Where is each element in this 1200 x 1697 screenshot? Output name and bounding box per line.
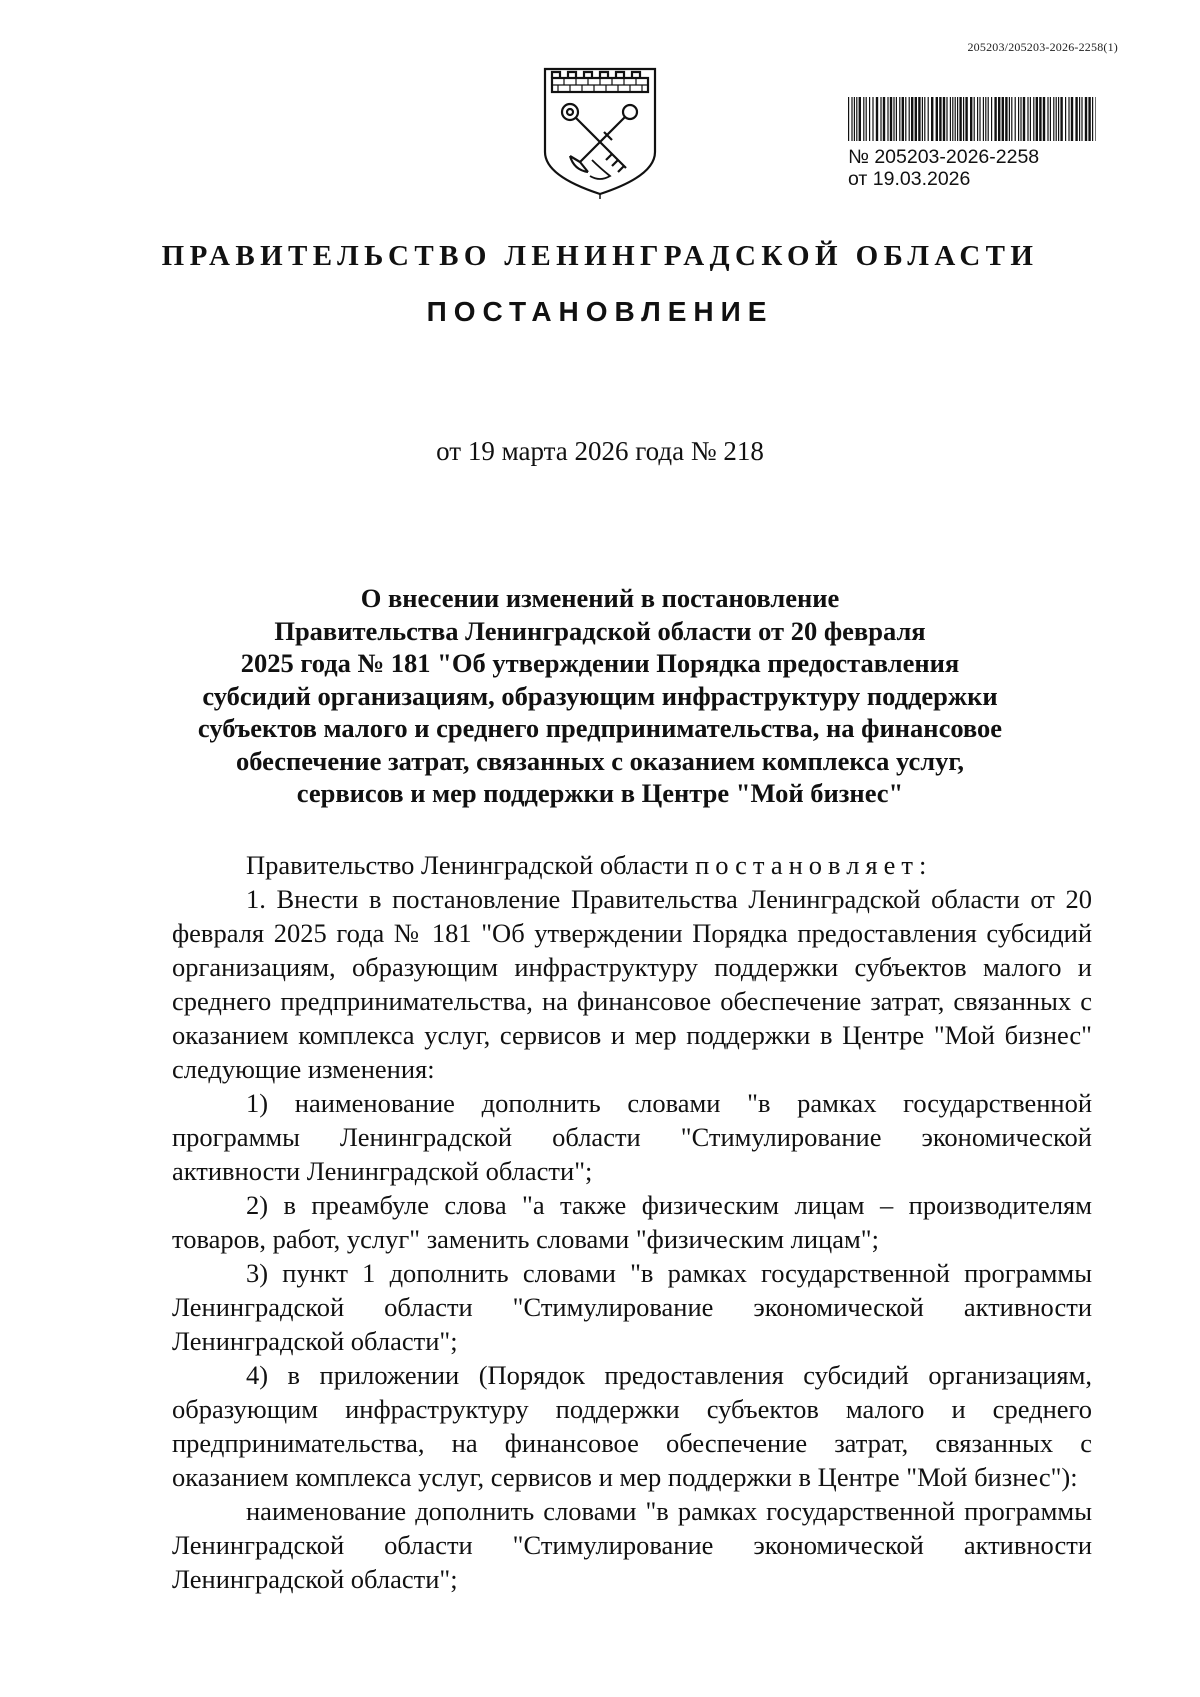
registration-date: от 19.03.2026 <box>848 168 971 190</box>
document-code: 205203/205203-2026-2258(1) <box>967 40 1118 54</box>
barcode-bar <box>859 97 861 141</box>
body-paragraph: 3) пункт 1 дополнить словами "в рамках государственной программы Ленинградской области "Стимулирование экономической активности Ленинградской области"; <box>172 1258 1092 1356</box>
barcode-bar <box>883 97 885 141</box>
barcode-bar <box>890 97 892 141</box>
barcode-bar <box>1071 97 1073 141</box>
barcode-bar <box>1027 97 1028 141</box>
barcode-bar <box>1095 97 1096 141</box>
heading-line: сервисов и мер поддержки в Центре "Мой бизнес" <box>296 778 904 808</box>
barcode <box>848 97 1096 141</box>
barcode-bar <box>905 97 906 141</box>
barcode-bar <box>851 97 852 141</box>
heading-line: Правительства Ленинградской области от 20 февраля <box>274 615 926 646</box>
barcode-bar <box>959 97 961 141</box>
body-paragraph: 4) в приложении (Порядок предоставления субсидий организациям, образующим инфраструктуру поддержки субъектов малого и среднего предпринимательства, на финансовое обеспечение затрат, связанных с оказанием комплекса услуг, сервисов и мер поддержки в Центре "Мой бизнес"): <box>172 1360 1092 1492</box>
barcode-bar <box>994 97 996 141</box>
preamble-subject: Правительство Ленинградской области <box>246 850 689 880</box>
barcode-bar <box>1088 97 1090 141</box>
decree-body <box>172 848 1092 1596</box>
barcode-bar <box>998 97 1000 141</box>
barcode-bar <box>896 97 897 141</box>
barcode-bar <box>1020 97 1021 141</box>
barcode-bar <box>977 97 978 141</box>
body-paragraph: наименование дополнить словами "в рамках государственной программы Ленинградской области "Стимулирование экономической активности Ленинградской области"; <box>172 1496 1092 1594</box>
barcode-bar <box>931 97 933 141</box>
barcode-bar <box>1043 97 1045 141</box>
barcode-bar <box>866 97 867 141</box>
barcode-bar <box>928 97 929 141</box>
barcode-bar <box>952 97 953 141</box>
barcode-bar <box>1050 97 1051 141</box>
barcode-bar <box>863 97 864 141</box>
barcode-bar <box>1002 97 1004 141</box>
barcode-bar <box>1079 97 1080 141</box>
barcode-bar <box>1047 97 1048 141</box>
barcode-bar <box>1085 97 1087 141</box>
preamble <box>172 848 1092 882</box>
barcode-bar <box>1058 97 1059 141</box>
barcode-bar <box>1056 97 1057 141</box>
barcode-bar <box>893 97 894 141</box>
barcode-bar <box>970 97 972 141</box>
barcode-bar <box>1030 97 1031 141</box>
heading-line: обеспечение затрат, связанных с оказанием комплекса услуг, <box>236 745 964 776</box>
barcode-bar <box>939 97 941 141</box>
barcode-bar <box>991 97 992 141</box>
barcode-bar <box>1065 97 1066 141</box>
barcode-bar <box>915 97 917 141</box>
coat-of-arms-icon <box>540 64 660 199</box>
registration-info <box>848 146 1039 190</box>
heading-line: О внесении изменений в постановление <box>360 583 840 613</box>
barcode-bar <box>1039 97 1041 141</box>
government-title: ПРАВИТЕЛЬСТВО ЛЕНИНГРАДСКОЙ ОБЛАСТИ <box>161 240 1039 272</box>
barcode-bar <box>876 97 878 141</box>
barcode-bar <box>887 97 888 141</box>
barcode-bar <box>1068 97 1069 141</box>
barcode-bar <box>943 97 945 141</box>
heading-line: субъектов малого и среднего предпринимательства, на финансовое <box>197 713 1003 743</box>
barcode-bar <box>1092 97 1093 141</box>
barcode-bar <box>963 97 964 141</box>
document-type: ПОСТАНОВЛЕНИЕ <box>426 296 774 327</box>
barcode-bar <box>1005 97 1007 141</box>
barcode-bar <box>1053 97 1054 141</box>
body-paragraph: 2) в преамбуле слова "а также физическим лицам – производителям товаров, работ, услуг" заменить словами "физическим лицам"; <box>172 1190 1092 1254</box>
barcode-bar <box>1033 97 1034 141</box>
barcode-bar <box>911 97 913 141</box>
body-paragraph: 1. Внести в постановление Правительства Ленинградской области от 20 февраля 2025 года № 181 "Об утверждении Порядка предоставления субсидий организациям, образующим инфраструктуру поддержки субъектов малого и среднего предпринимательства, на финансовое обеспечение затрат, связанных с оказанием комплекса услуг, сервисов и мер поддержки в Центре "Мой бизнес" следующие изменения: <box>172 884 1092 1084</box>
barcode-bar <box>869 97 870 141</box>
barcode-bar <box>1009 97 1010 141</box>
decree-heading <box>170 582 1030 810</box>
barcode-bar <box>854 97 855 141</box>
barcode-bar <box>985 97 986 141</box>
barcode-bar <box>979 97 980 141</box>
barcode-bar <box>946 97 947 141</box>
barcode-bar <box>965 97 967 141</box>
barcode-bar <box>848 97 849 141</box>
barcode-bar <box>924 97 925 141</box>
barcode-bar <box>902 97 904 141</box>
barcode-bar <box>936 97 938 141</box>
barcode-bar <box>955 97 956 141</box>
barcode-bar <box>974 97 975 141</box>
barcode-bar <box>1015 97 1016 141</box>
barcode-bar <box>988 97 989 141</box>
body-paragraph: 1) наименование дополнить словами "в рамках государственной программы Ленинградской области "Стимулирование экономической активности Ленинградской области"; <box>172 1088 1092 1186</box>
heading-line: субсидий организациям, образующим инфраструктуру поддержки <box>202 680 998 711</box>
barcode-bar <box>1075 97 1077 141</box>
barcode-bar <box>957 97 958 141</box>
barcode-bar <box>872 97 873 141</box>
barcode-bar <box>922 97 923 141</box>
barcode-bar <box>909 97 910 141</box>
preamble-verb: постановляет: <box>695 850 933 880</box>
registration-number: № 205203-2026-2258 <box>848 146 1040 168</box>
decree-date-number: от 19 марта 2026 года № 218 <box>436 436 764 466</box>
barcode-bar <box>880 97 881 141</box>
barcode-bar <box>856 97 857 141</box>
barcode-bar <box>1018 97 1019 141</box>
barcode-bar <box>950 97 951 141</box>
barcode-bar <box>899 97 900 141</box>
barcode-bar <box>1036 97 1038 141</box>
barcode-bar <box>1060 97 1062 141</box>
barcode-bar <box>918 97 920 141</box>
barcode-bar <box>983 97 984 141</box>
barcode-bar <box>1011 97 1012 141</box>
barcode-bar <box>1023 97 1025 141</box>
barcode-bar <box>1081 97 1082 141</box>
heading-line: 2025 года № 181 "Об утверждении Порядка предоставления <box>240 648 960 678</box>
